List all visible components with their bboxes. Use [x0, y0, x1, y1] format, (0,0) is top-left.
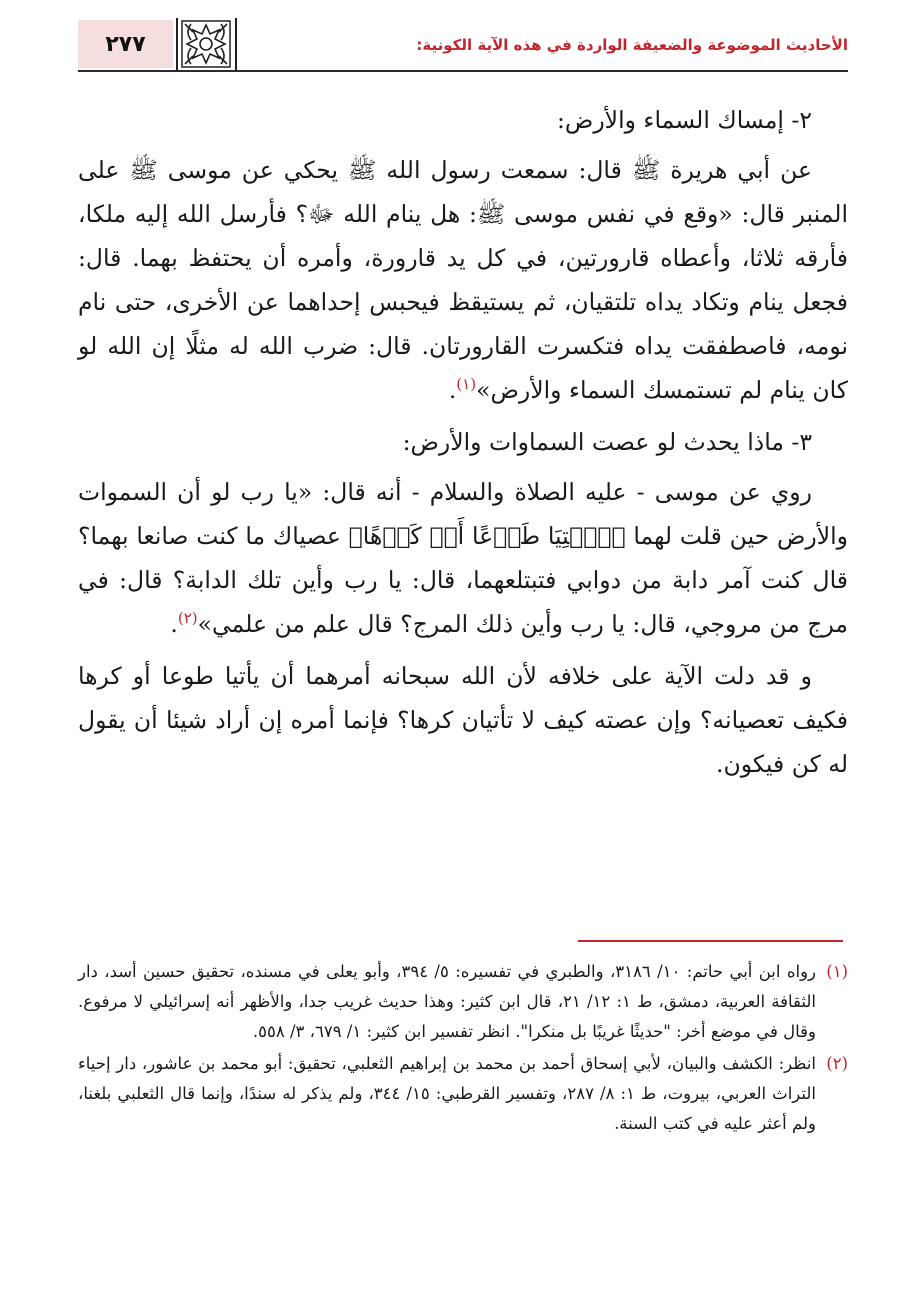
hadith-paragraph-1: [78, 148, 848, 412]
ornament-divider-right: [235, 18, 237, 70]
page-number-box: [78, 20, 173, 68]
footnote-ref-1[interactable]: (١): [456, 375, 477, 394]
hadith-text-1: عن أبي هريرة ﷺ قال: سمعت رسول الله ﷺ يحكي عن موسى ﷺ على المنبر قال: «وقع في نفس موسى ﷺ: هل ينام الله ﷻ؟ فأرسل الله إليه ملكا، فأرقه ثلاثا، وأعطاه قارورتين، في كل يد قارورة، وأمره أن يحتفظ بهما. قال: فجعل ينام وتكاد يداه تلتقيان، ثم يستيقظ فيحبس إحداهما عن الأخرى، حتى نام نومه، فاصطفقت يداه فتكسرت القارورتان. قال: ضرب الله له مثلًا إن الله لو كان ينام لم تستمسك السماء والأرض»: [78, 156, 848, 404]
footnote-ref-2[interactable]: (٢): [177, 609, 198, 628]
commentary-paragraph: و قد دلت الآية على خلافه لأن الله سبحانه أمرهما أن يأتيا طوعا أو كرها فكيف تعصيانه؟ وإن عصته كيف لا تأتيان كرها؟ فإنما أمره إن أراد شيئا أن يقول له كن فيكون.: [78, 662, 848, 778]
footnote-number-1: (١): [826, 962, 848, 981]
hadith-end-2: .: [170, 610, 178, 638]
footnote-rule: [578, 940, 843, 942]
page-number: ٢٧٧: [105, 31, 146, 57]
hadith-paragraph-2: [78, 470, 848, 646]
footnote-1: [78, 957, 848, 1047]
section-heading-3: ٣- ماذا يحدث لو عصت السماوات والأرض:: [402, 428, 812, 456]
footnote-text-2: انظر: الكشف والبيان، لأبي إسحاق أحمد بن محمد بن إبراهيم الثعلبي، تحقيق: أبو محمد بن عاشور، دار إحياء التراث العربي، بيروت، ط ١: ٨/ ٢٨٧، وتفسير القرطبي: ١٥/ ٣٤٤، ولم يذكر له سندًا، وإنما قال الثعلبي بلغنا، ولم أعثر عليه في كتب السنة.: [78, 1054, 816, 1133]
footnotes: [78, 957, 848, 1141]
header-rule: [78, 70, 848, 72]
section-heading-2: ٢- إمساك السماء والأرض:: [557, 106, 812, 134]
main-text: [78, 98, 848, 786]
hadith-end-1: .: [448, 376, 457, 404]
footnote-text-1: رواه ابن أبي حاتم: ١٠/ ٣١٨٦، والطبري في تفسيره: ٥/ ٣٩٤، وأبو يعلى في مسنده، تحقيق حسين أسد، دار الثقافة العربية، دمشق، ط ١: ١٢/ ٢١، قال ابن كثير: وهذا حديث غريب جدا، والأظهر أنه إسرائيلي لا مرفوع. وقال في موضع أخر: "حديثًا غريبًا بل منكرا". انظر تفسير ابن كثير: ١/ ٦٧٩، ٣/ ٥٥٨.: [78, 962, 816, 1041]
footnote-number-2: (٢): [826, 1054, 848, 1073]
running-title: الأحاديث الموضوعة والضعيفة الواردة في هذه الآية الكونية:: [416, 36, 848, 54]
geometric-star-ornament-icon: [178, 18, 234, 70]
page-header: [78, 18, 848, 72]
footnote-2: [78, 1049, 848, 1139]
hadith-text-2: روي عن موسى - عليه الصلاة والسلام - أنه قال: «يا رب لو أن السموات والأرض حين قلت لهما ﴿ٱئۡتِيَا طَوۡعًا أَوۡ كَرۡهًا﴾ عصياك ما كنت صانعا بهما؟ قال كنت آمر دابة من دوابي فتبتلعهما، قال: يا رب وأين تلك الدابة؟ قال: في مرج من مروجي، قال: يا رب وأين ذلك المرج؟ قال علم من علمي»: [78, 478, 848, 638]
